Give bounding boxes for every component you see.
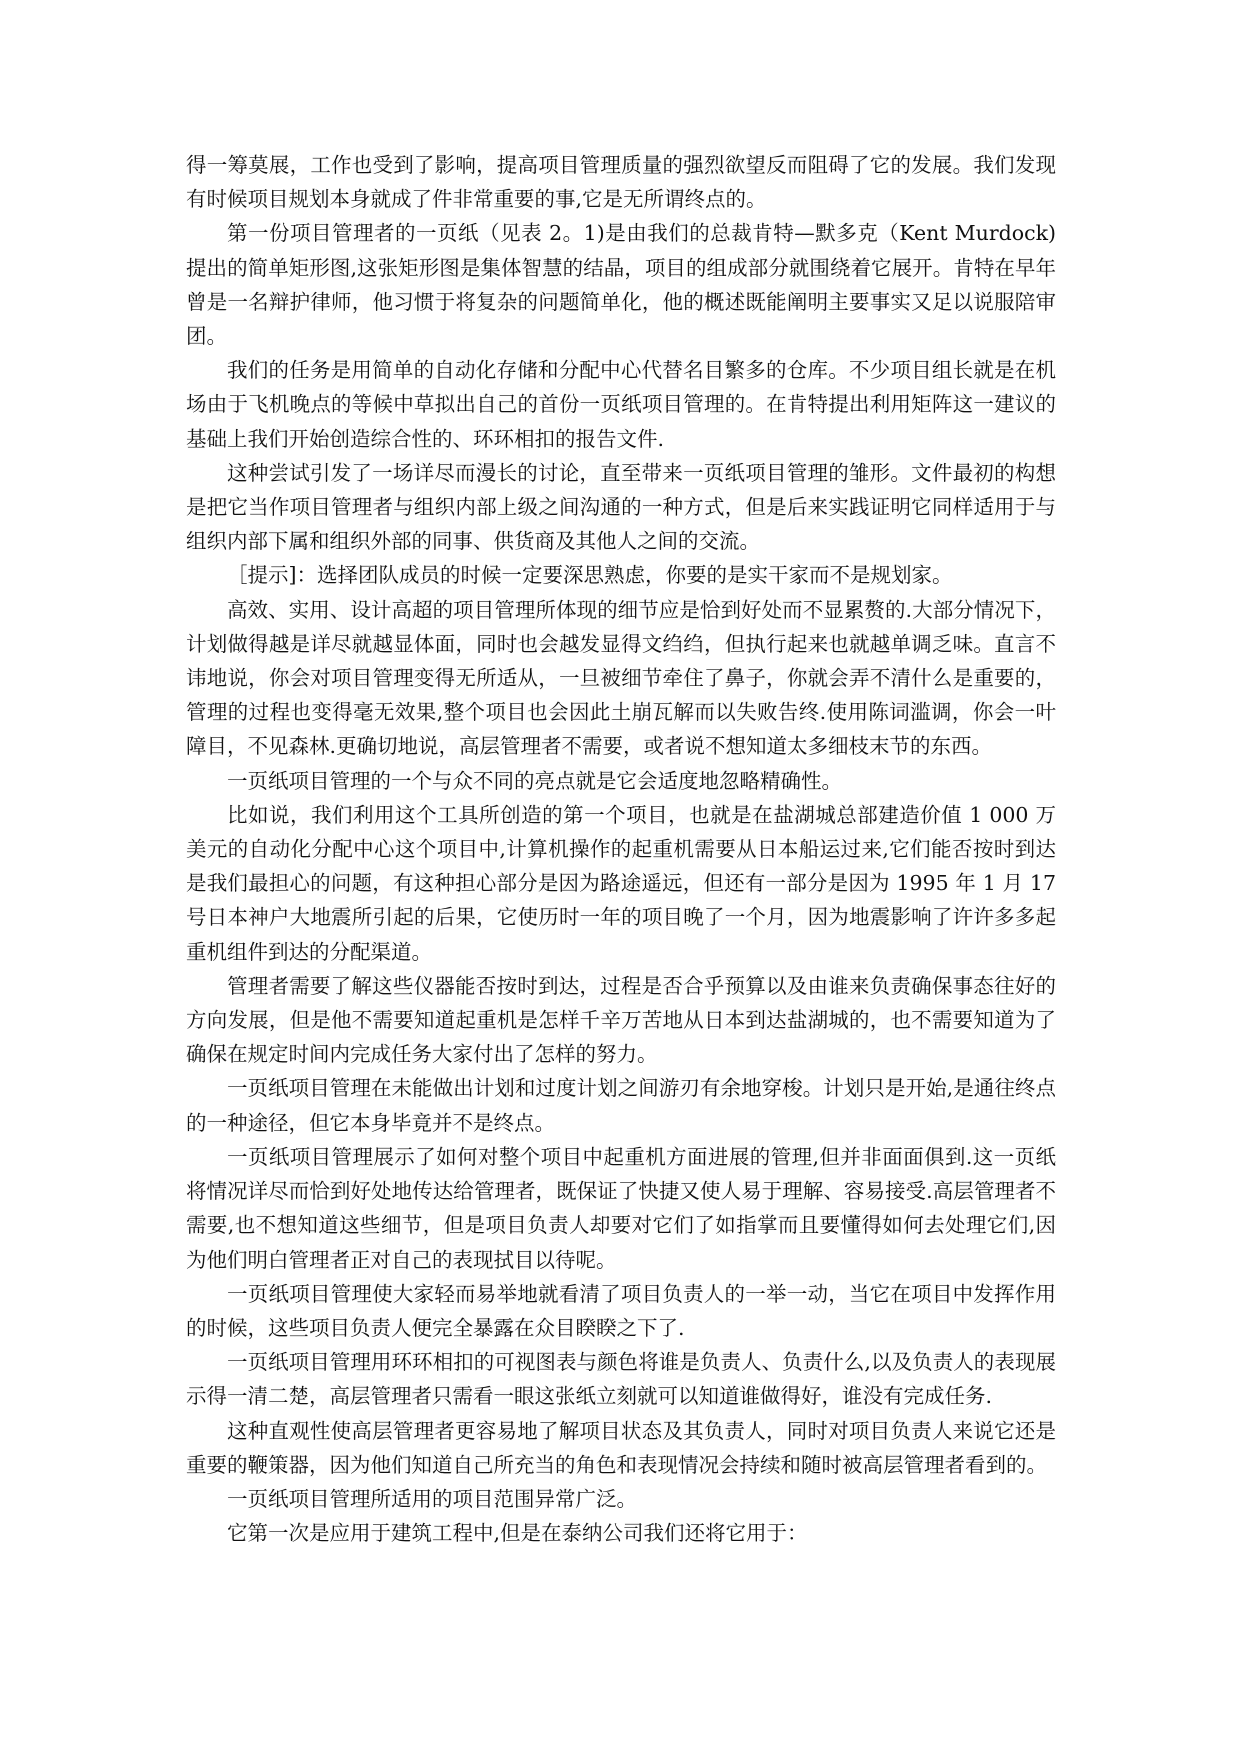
document-body bbox=[186, 148, 1056, 1550]
paragraph: 一页纸项目管理展示了如何对整个项目中起重机方面进展的管理,但并非面面俱到.这一页纸将情况详尽而恰到好处地传达给管理者，既保证了快捷又使人易于理解、容易接受.高层管理者不需要,也不想知道这些细节，但是项目负责人却要对它们了如指掌而且要懂得如何去处理它们,因为他们明白管理者正对自己的表现拭目以待呢。 bbox=[186, 1144, 1056, 1272]
paragraph: 比如说，我们利用这个工具所创造的第一个项目，也就是在盐湖城总部建造价值 1 000 万美元的自动化分配中心这个项目中,计算机操作的起重机需要从日本船运过来,它们能否按时到达是我们最担心的问题，有这种担心部分是因为路途遥远，但还有一部分是因为 1995 年 1 月 17 号日本神户大地震所引起的后果，它使历时一年的项目晚了一个月，因为地震影响了许许多多起重机组件到达的分配渠道。 bbox=[186, 802, 1056, 964]
paragraph: 得一筹莫展，工作也受到了影响，提高项目管理质量的强烈欲望反而阻碍了它的发展。我们发现有时候项目规划本身就成了件非常重要的事,它是无所谓终点的。 bbox=[186, 153, 1056, 212]
paragraph: 一页纸项目管理所适用的项目范围异常广泛。 bbox=[227, 1486, 637, 1511]
paragraph: 这种直观性使高层管理者更容易地了解项目状态及其负责人，同时对项目负责人来说它还是重要的鞭策器，因为他们知道自己所充当的角色和表现情况会持续和随时被高层管理者看到的。 bbox=[186, 1418, 1056, 1477]
paragraph: 一页纸项目管理在未能做出计划和过度计划之间游刃有余地穿梭。计划只是开始,是通往终点的一种途径，但它本身毕竟并不是终点。 bbox=[186, 1076, 1056, 1135]
paragraph: 这种尝试引发了一场详尽而漫长的讨论，直至带来一页纸项目管理的雏形。文件最初的构想是把它当作项目管理者与组织内部上级之间沟通的一种方式，但是后来实践证明它同样适用于与组织内部下属和组织外部的同事、供货商及其他人之间的交流。 bbox=[186, 460, 1056, 554]
paragraph: 我们的任务是用简单的自动化存储和分配中心代替名目繁多的仓库。不少项目组长就是在机场由于飞机晚点的等候中草拟出自己的首份一页纸项目管理的。在肯特提出利用矩阵这一建议的基础上我们开始创造综合性的、环环相扣的报告文件. bbox=[186, 358, 1056, 451]
paragraph: 管理者需要了解这些仪器能否按时到达，过程是否合乎预算以及由谁来负责确保事态往好的方向发展，但是他不需要知道起重机是怎样千辛万苦地从日本到达盐湖城的，也不需要知道为了确保在规定时间内完成任务大家付出了怎样的努力。 bbox=[186, 973, 1056, 1067]
paragraph: 它第一次是应用于建筑工程中,但是在泰纳公司我们还将它用于： bbox=[227, 1521, 808, 1546]
paragraph: 一页纸项目管理用环环相扣的可视图表与颜色将谁是负责人、负责什么,以及负责人的表现展示得一清二楚，高层管理者只需看一眼这张纸立刻就可以知道谁做得好，谁没有完成任务. bbox=[186, 1350, 1056, 1409]
paragraph: 一页纸项目管理使大家轻而易举地就看清了项目负责人的一举一动，当它在项目中发挥作用的时候，这些项目负责人便完全暴露在众目睽睽之下了. bbox=[186, 1281, 1056, 1340]
paragraph: 高效、实用、设计高超的项目管理所体现的细节应是恰到好处而不显累赘的.大部分情况下，计划做得越是详尽就越显体面，同时也会越发显得文绉绉，但执行起来也就越单调乏味。直言不讳地说，你会对项目管理变得无所适从，一旦被细节牵住了鼻子，你就会弄不清什么是重要的，管理的过程也变得毫无效果,整个项目也会因此土崩瓦解而以失败告终.使用陈词滥调，你会一叶障目，不见森林.更确切地说，高层管理者不需要，或者说不想知道太多细枝末节的东西。 bbox=[186, 597, 1056, 759]
paragraph: 一页纸项目管理的一个与众不同的亮点就是它会适度地忽略精确性。 bbox=[227, 768, 842, 793]
paragraph: 第一份项目管理者的一页纸（见表 2。1)是由我们的总裁肯特—默多克（Kent Murdock) 提出的简单矩形图,这张矩形图是集体智慧的结晶，项目的组成部分就围绕着它展开。肯特在早年曾是一名辩护律师，他习惯于将复杂的问题简单化，他的概述既能阐明主要事实又足以说服陪审团。 bbox=[186, 221, 1056, 349]
tip-paragraph: ［提示]：选择团队成员的时候一定要深思熟虑，你要的是实干家而不是规划家。 bbox=[227, 563, 953, 588]
